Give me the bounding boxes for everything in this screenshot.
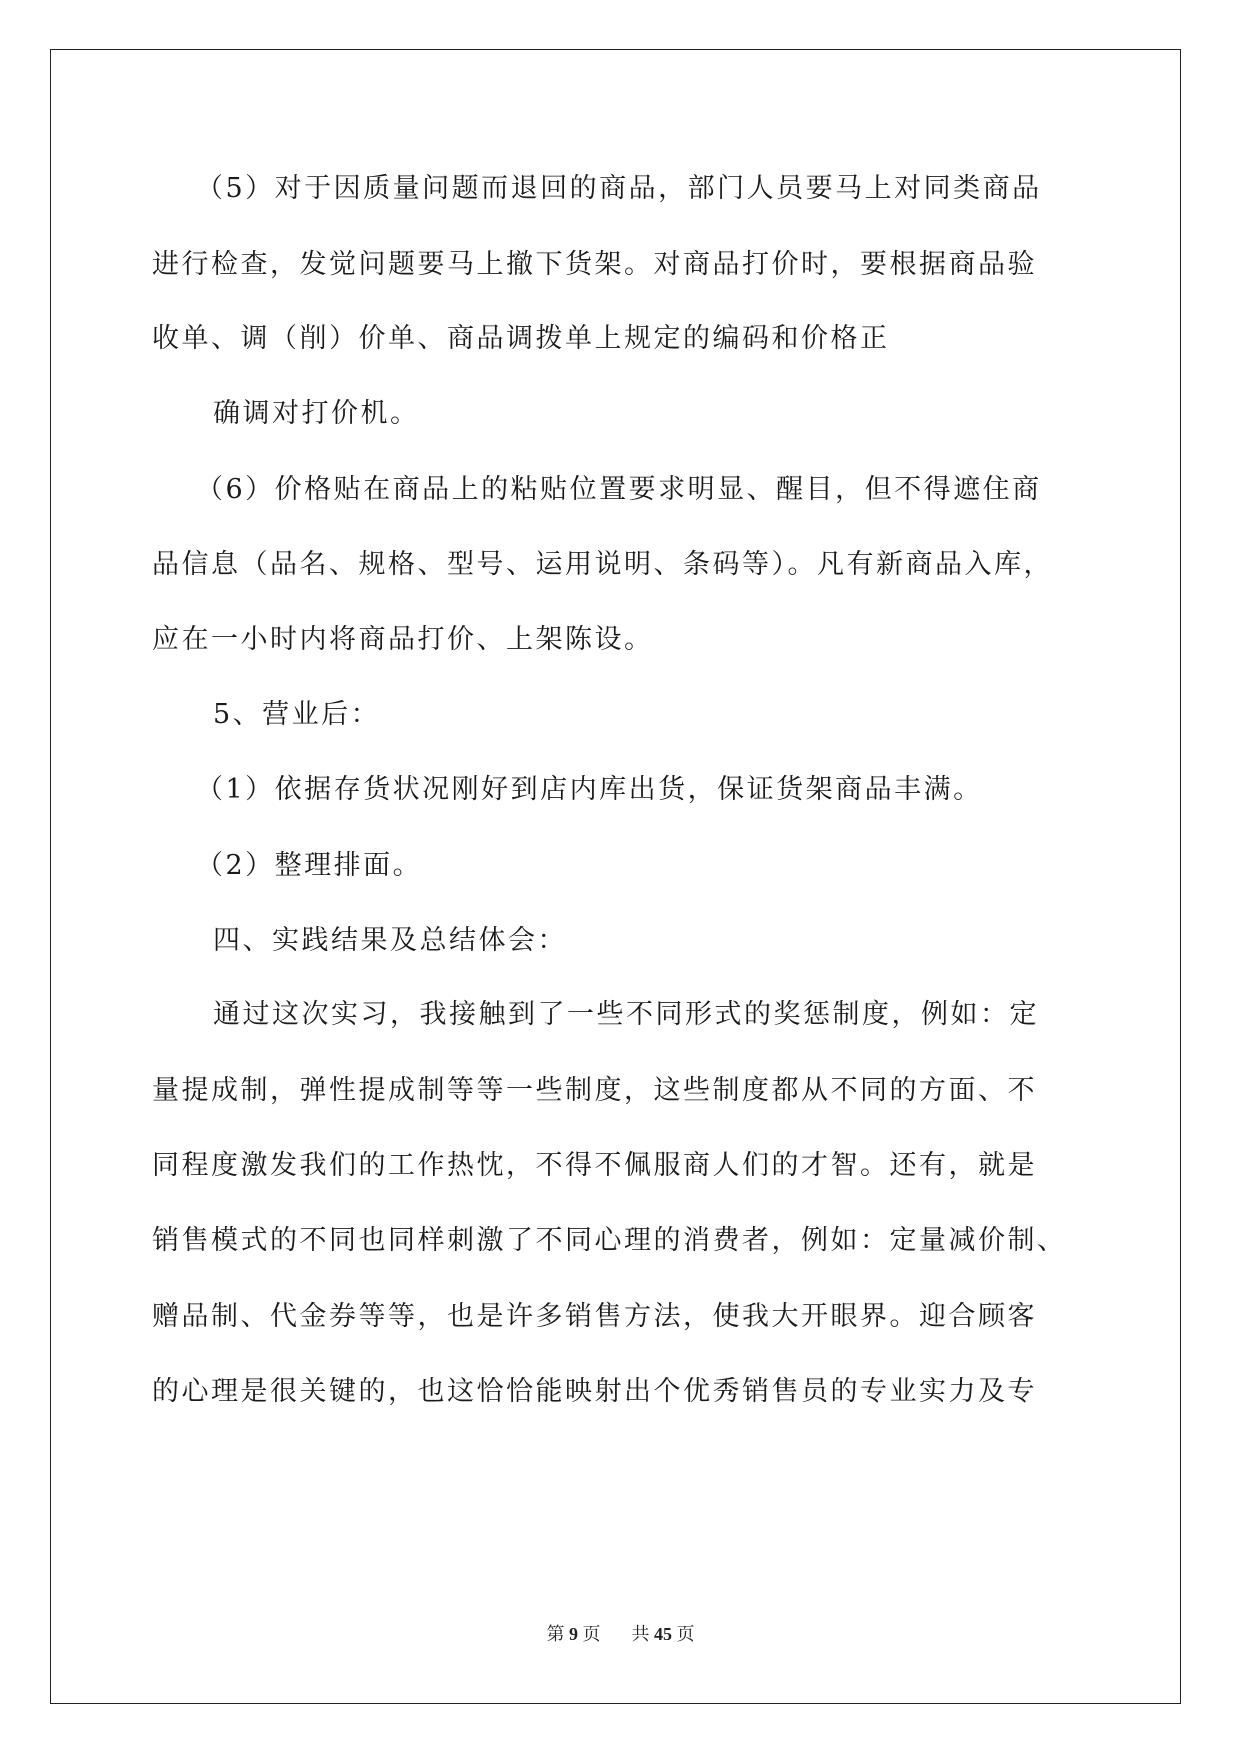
paragraph-line: 确调对打价机。 <box>213 398 420 429</box>
paragraph-line: 量提成制，弹性提成制等等一些制度，这些制度都从不同的方面、不 <box>152 1075 1037 1106</box>
paragraph-line: 的心理是很关键的，也这恰恰能映射出个优秀销售员的专业实力及专 <box>152 1376 1037 1407</box>
paragraph-line: （1）依据存货状况刚好到店内库出货，保证货架商品丰满。 <box>196 774 983 805</box>
page-suffix: 页 <box>582 1624 601 1644</box>
paragraph-line: 通过这次实习，我接触到了一些不同形式的奖惩制度，例如：定 <box>213 999 1039 1030</box>
paragraph-line: 品信息（品名、规格、型号、运用说明、条码等）。凡有新商品入库， <box>152 549 1053 580</box>
paragraph-line: （5）对于因质量问题而退回的商品，部门人员要马上对同类商品 <box>196 173 1042 204</box>
section-heading: 四、实践结果及总结体会： <box>213 925 567 956</box>
paragraph-line: 赠品制、代金券等等，也是许多销售方法，使我大开眼界。迎合顾客 <box>152 1301 1037 1332</box>
page-prefix: 第 <box>546 1624 565 1644</box>
total-prefix: 共 <box>631 1624 650 1644</box>
page-footer <box>0 1620 1241 1646</box>
paragraph-line: 同程度激发我们的工作热忱，不得不佩服商人们的才智。还有，就是 <box>152 1150 1037 1181</box>
paragraph-line: 进行检查，发觉问题要马上撤下货架。对商品打价时，要根据商品验 <box>152 249 1037 280</box>
paragraph-line: 应在一小时内将商品打价、上架陈设。 <box>152 624 654 655</box>
section-heading: 5、营业后： <box>213 699 381 730</box>
total-suffix: 页 <box>676 1624 695 1644</box>
page-number: 9 <box>569 1624 578 1644</box>
paragraph-line: （2）整理排面。 <box>196 850 423 881</box>
paragraph-line: 销售模式的不同也同样刺激了不同心理的消费者，例如：定量减价制、 <box>152 1225 1067 1256</box>
paragraph-line: 收单、调（削）价单、商品调拨单上规定的编码和价格正 <box>152 323 890 354</box>
paragraph-line: （6）价格贴在商品上的粘贴位置要求明显、醒目，但不得遮住商 <box>196 474 1042 505</box>
total-pages: 45 <box>654 1624 672 1644</box>
